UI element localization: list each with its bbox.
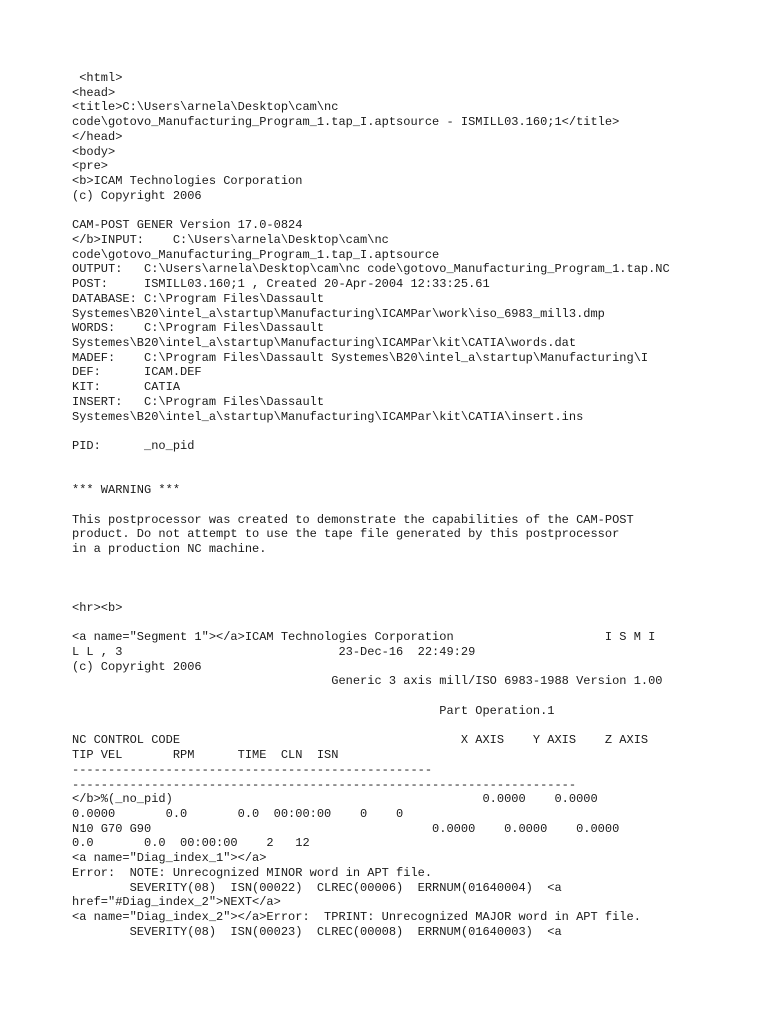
listing-line: This postprocessor was created to demonstrate the capabilities of the CAM-POST [72, 512, 634, 527]
listing-line [72, 586, 670, 601]
listing-line: <html> [72, 71, 123, 85]
listing-line [72, 719, 670, 734]
listing-line: POST: ISMILL03.160;1 , Created 20-Apr-2004 12:33:25.61 [72, 277, 490, 292]
listing-line: Part Operation.1 [72, 703, 555, 718]
listing-line: SEVERITY(08) ISN(00023) CLREC(00008) ERRNUM(01640003) <a [72, 924, 562, 939]
listing-line: in a production NC machine. [72, 542, 267, 556]
listing-line: L L , 3 23-Dec-16 22:49:29 [72, 645, 476, 660]
listing-line: Systemes\B20\intel_a\startup\Manufacturing\ICAMPar\work\iso_6983_mill3.dmp [72, 306, 605, 321]
listing-line [72, 571, 670, 586]
listing-line: ---------------------------------------------------------------------- [72, 777, 577, 792]
listing-line: MADEF: C:\Program Files\Dassault Systemes\B20\intel_a\startup\Manufacturing\I [72, 350, 649, 365]
listing-line: Generic 3 axis mill/ISO 6983-1988 Version 1.00 [72, 674, 663, 689]
listing-line: INSERT: C:\Program Files\Dassault [72, 394, 325, 409]
listing-line: 0.0000 0.0 0.0 00:00:00 0 0 [72, 806, 404, 821]
listing-line: WORDS: C:\Program Files\Dassault [72, 321, 325, 336]
listing-line [72, 498, 670, 513]
listing-line: Systemes\B20\intel_a\startup\Manufacturing\ICAMPar\kit\CATIA\words.dat [72, 335, 577, 350]
listing-line [72, 689, 670, 704]
listing-line: NC CONTROL CODE X AXIS Y AXIS Z AXIS [72, 733, 649, 748]
listing-line: <a name="Segment 1"></a>ICAM Technologies Corporation I S M I [72, 630, 656, 645]
listing-line: (c) Copyright 2006 [72, 188, 202, 203]
listing-line [72, 454, 670, 469]
listing-line: </b>INPUT: C:\Users\arnela\Desktop\cam\nc [72, 232, 389, 247]
listing-line: <hr><b> [72, 600, 123, 615]
listing-line [72, 203, 670, 218]
listing-line: *** WARNING *** [72, 483, 181, 498]
listing-line [72, 557, 670, 572]
apt-listing-text [72, 71, 670, 939]
listing-line: product. Do not attempt to use the tape file generated by this postprocessor [72, 527, 620, 542]
listing-line: OUTPUT: C:\Users\arnela\Desktop\cam\nc code\gotovo_Manufacturing_Program_1.tap.NC [72, 262, 670, 277]
listing-line: -------------------------------------------------- [72, 762, 433, 777]
listing-line: SEVERITY(08) ISN(00022) CLREC(00006) ERRNUM(01640004) <a [72, 880, 562, 895]
listing-line: href="#Diag_index_2">NEXT</a> [72, 895, 281, 910]
listing-line: <a name="Diag_index_1"></a> [72, 851, 267, 866]
listing-line: PID: _no_pid [72, 438, 195, 453]
listing-line: Systemes\B20\intel_a\startup\Manufacturing\ICAMPar\kit\CATIA\insert.ins [72, 409, 584, 424]
listing-line: </head> [72, 129, 123, 144]
listing-line: (c) Copyright 2006 [72, 659, 202, 674]
listing-line: Error: NOTE: Unrecognized MINOR word in APT file. [72, 865, 433, 880]
listing-line [72, 616, 670, 631]
listing-line [72, 468, 670, 483]
listing-line: <title>C:\Users\arnela\Desktop\cam\nc [72, 100, 339, 115]
listing-line: DATABASE: C:\Program Files\Dassault [72, 291, 325, 306]
listing-line: code\gotovo_Manufacturing_Program_1.tap_I.aptsource [72, 247, 440, 262]
listing-line: KIT: CATIA [72, 380, 181, 395]
listing-line: <pre> [72, 159, 109, 174]
listing-line: <body> [72, 144, 116, 159]
listing-line: N10 G70 G90 0.0000 0.0000 0.0000 [72, 821, 620, 836]
listing-line: TIP VEL RPM TIME CLN ISN [72, 748, 339, 763]
listing-line: DEF: ICAM.DEF [72, 365, 202, 380]
listing-line: </b>%(_no_pid) 0.0000 0.0000 [72, 792, 598, 807]
listing-line: code\gotovo_Manufacturing_Program_1.tap_I.aptsource - ISMILL03.160;1</title> [72, 115, 620, 130]
listing-line: CAM-POST GENER Version 17.0-0824 [72, 218, 303, 233]
listing-line: <b>ICAM Technologies Corporation [72, 174, 303, 189]
listing-line: <a name="Diag_index_2"></a>Error: TPRINT: Unrecognized MAJOR word in APT file. [72, 909, 641, 924]
listing-line [72, 424, 670, 439]
listing-line: 0.0 0.0 00:00:00 2 12 [72, 836, 310, 851]
listing-line: <head> [72, 85, 116, 100]
